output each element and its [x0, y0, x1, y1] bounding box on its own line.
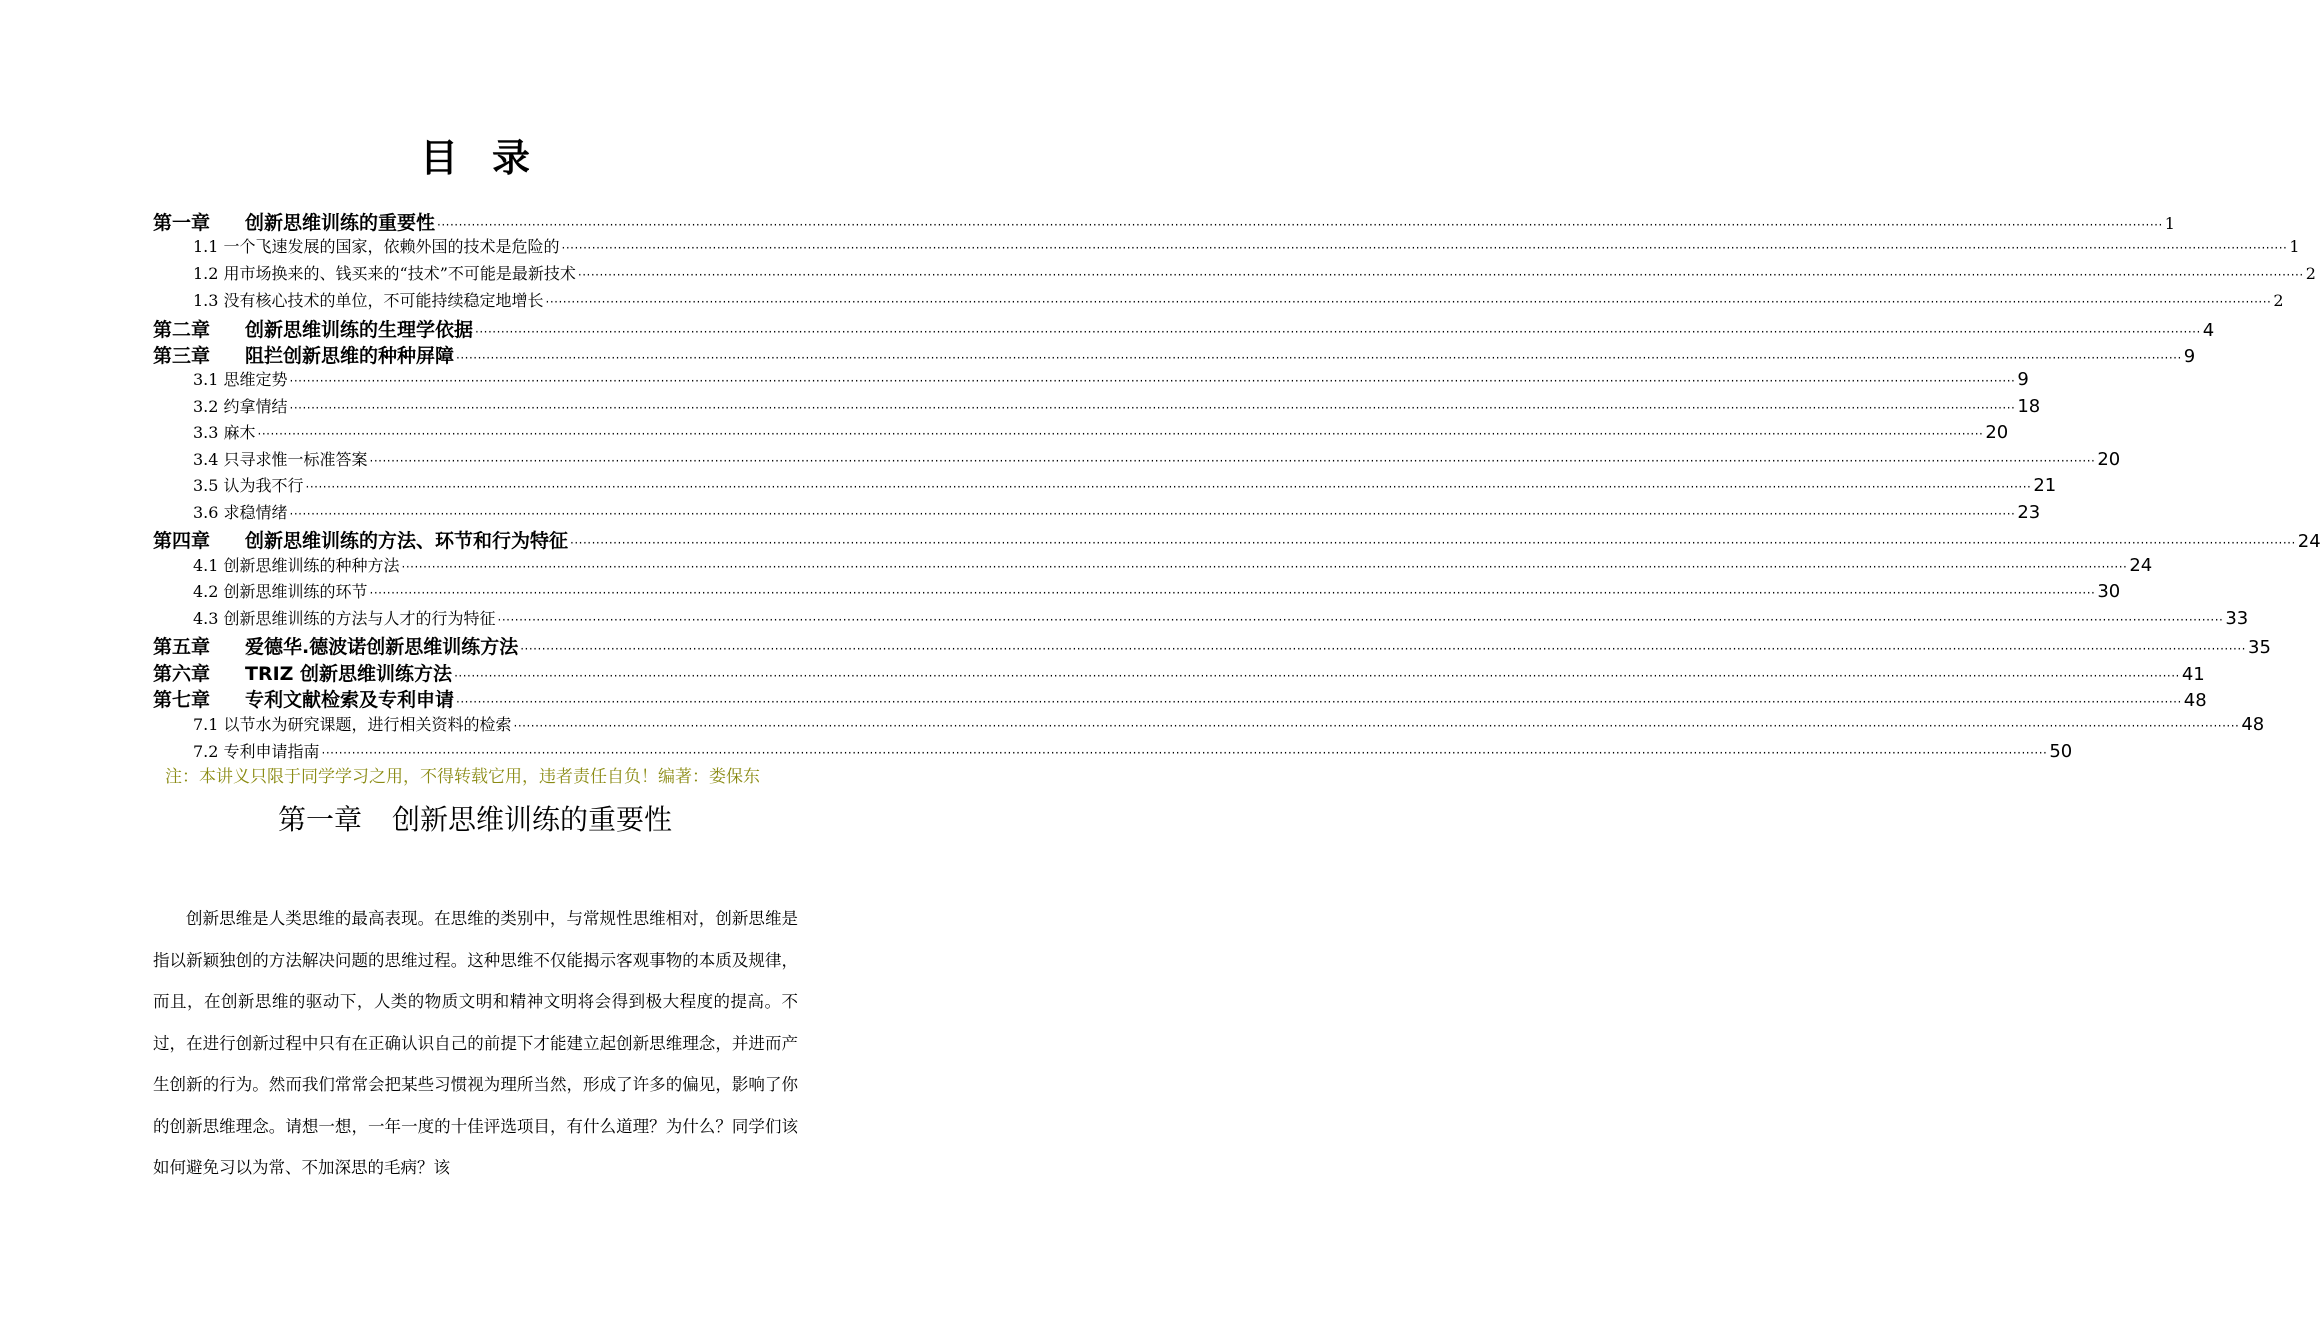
toc-page-number: 21	[2033, 475, 2057, 496]
toc-dot-leader: ················································································································································································································································································································································································································	[577, 268, 2304, 282]
toc-dot-leader: ················································································································································································································································································································································································································	[437, 218, 2163, 232]
toc-chapter-entry[interactable]	[153, 632, 2271, 658]
toc-dot-leader: ················································································································································································································································································································································································································	[497, 613, 2224, 627]
toc-entry-title: 4.3 创新思维训练的方法与人才的行为特征	[193, 609, 496, 628]
toc-dot-leader: ················································································································································································································································································································································································································	[289, 374, 2016, 388]
toc-dot-leader: ················································································································································································································································································································································································································	[456, 695, 2182, 709]
toc-section-entry[interactable]	[193, 261, 2316, 287]
toc-section-entry[interactable]	[193, 420, 2009, 446]
toc-page-number: 9	[2017, 369, 2029, 390]
toc-section-entry[interactable]	[193, 447, 2121, 473]
chapter-label: 第一章	[277, 803, 362, 836]
toc-entry-title: 4.2 创新思维训练的环节	[193, 582, 368, 601]
toc-section-entry[interactable]	[193, 500, 2041, 526]
toc-page-number: 24	[2297, 531, 2321, 552]
toc-page-number: 18	[2017, 396, 2041, 417]
toc-section-entry[interactable]	[193, 579, 2121, 605]
toc-dot-leader: ················································································································································································································································································································································································································	[456, 351, 2182, 365]
toc-entry-title: 1.2 用市场换来的、钱买来的“技术”不可能是最新技术	[193, 264, 576, 283]
toc-page-number: 35	[2248, 637, 2271, 658]
toc-page-number: 24	[2129, 555, 2153, 576]
toc-chapter-entry[interactable]	[153, 341, 2196, 367]
toc-section-entry[interactable]	[193, 473, 2057, 499]
toc-page-number: 9	[2183, 346, 2196, 367]
toc-entry-title: 3.2 约拿情结	[193, 397, 288, 416]
toc-entry-title: 专利文献检索及专利申请	[245, 689, 455, 711]
toc-chapter-entry[interactable]	[153, 659, 2205, 685]
toc-page-number: 2	[2273, 291, 2284, 310]
toc-page-number: 41	[2181, 664, 2205, 685]
toc-dot-leader: ················································································································································································································································································································································································································	[475, 325, 2201, 339]
toc-entry-title: 3.1 思维定势	[193, 370, 288, 389]
toc-dot-leader: ················································································································································································································································································································································································································	[570, 536, 2296, 550]
toc-dot-leader: ················································································································································································································································································································································································································	[369, 454, 2096, 468]
toc-section-entry[interactable]	[193, 234, 2300, 260]
toc-dot-leader: ················································································································································································································································································································································································································	[289, 401, 2016, 415]
toc-section-entry[interactable]	[193, 712, 2265, 738]
toc-chapter-label: 第一章	[153, 212, 211, 234]
toc-page-number: 20	[1985, 422, 2009, 443]
toc-section-entry[interactable]	[193, 288, 2284, 314]
toc-entry-title: 创新思维训练的重要性	[245, 212, 436, 234]
toc-entry-title: 3.3 麻木	[193, 423, 256, 442]
toc-chapter-label: 第五章	[153, 636, 211, 658]
toc-section-entry[interactable]	[193, 394, 2041, 420]
toc-entry-title: 阻拦创新思维的种种屏障	[245, 345, 455, 367]
toc-dot-leader: ················································································································································································································································································································································································································	[305, 480, 2032, 494]
toc-dot-leader: ················································································································································································································································································································································································································	[257, 427, 1984, 441]
toc-chapter-label: 第六章	[153, 663, 211, 685]
toc-page-number: 33	[2225, 608, 2249, 629]
toc-section-entry[interactable]	[193, 606, 2249, 632]
toc-entry-title: 3.5 认为我不行	[193, 476, 304, 495]
toc-entry-title: 爱德华.德波诺创新思维训练方法	[245, 636, 519, 658]
toc-page-number: 1	[2289, 237, 2300, 256]
toc-dot-leader: ················································································································································································································································································································································································································	[545, 295, 2272, 309]
toc-dot-leader: ················································································································································································································································································································································································································	[513, 719, 2240, 733]
toc-entry-title: 1.1 一个飞速发展的国家，依赖外国的技术是危险的	[193, 237, 560, 256]
toc-entry-title: 3.6 求稳情绪	[193, 503, 288, 522]
toc-section-entry[interactable]	[193, 553, 2153, 579]
toc-page-number: 48	[2183, 690, 2207, 711]
toc-page-number: 1	[2164, 214, 2175, 233]
toc-chapter-entry[interactable]	[153, 526, 2321, 552]
toc-dot-leader: ················································································································································································································································································································································································································	[454, 669, 2180, 683]
toc-entry-title: 7.2 专利申请指南	[193, 742, 320, 761]
toc-page-number: 23	[2017, 502, 2041, 523]
toc-page-number: 30	[2097, 581, 2121, 602]
toc-dot-leader: ················································································································································································································································································································································································································	[289, 507, 2016, 521]
toc-page-number: 48	[2241, 714, 2265, 735]
toc-chapter-entry[interactable]	[153, 685, 2207, 711]
chapter-title: 创新思维训练的重要性	[392, 803, 673, 836]
toc-dot-leader: ················································································································································································································································································································································································································	[369, 586, 2096, 600]
toc-chapter-label: 第七章	[153, 689, 211, 711]
toc-section-entry[interactable]	[193, 367, 2029, 393]
toc-chapter-entry[interactable]	[153, 208, 2175, 234]
toc-entry-title: 创新思维训练的方法、环节和行为特征	[245, 530, 569, 552]
copyright-note: 注：本讲义只限于同学学习之用，不得转载它用，违者责任自负！编著：娄保东	[165, 767, 760, 787]
toc-dot-leader: ················································································································································································································································································································································································································	[401, 560, 2128, 574]
chapter-heading	[0, 800, 950, 840]
toc-page-number: 20	[2097, 449, 2121, 470]
toc-entry-title: 3.4 只寻求惟一标准答案	[193, 450, 368, 469]
toc-entry-title: TRIZ 创新思维训练方法	[245, 663, 453, 685]
toc-title: 目录	[419, 136, 564, 180]
toc-chapter-label: 第二章	[153, 319, 211, 341]
toc-entry-title: 1.3 没有核心技术的单位，不可能持续稳定地增长	[193, 291, 544, 310]
toc-entry-title: 4.1 创新思维训练的种种方法	[193, 556, 400, 575]
toc-chapter-label: 第四章	[153, 530, 211, 552]
toc-dot-leader: ················································································································································································································································································································································································································	[520, 642, 2246, 656]
body-paragraph: 创新思维是人类思维的最高表现。在思维的类别中，与常规性思维相对，创新思维是指以新颖独创的方法解决问题的思维过程。这种思维不仅能揭示客观事物的本质及规律，而且，在创新思维的驱动下，人类的物质文明和精神文明将会得到极大程度的提高。不过，在进行创新过程中只有在正确认识自己的前提下才能建立起创新思维理念，并进而产生创新的行为。然而我们常常会把某些习惯视为理所当然，形成了许多的偏见，影响了你的创新思维理念。请想一想，一年一度的十佳评选项目，有什么道理？为什么？同学们该如何避免习以为常、不加深思的毛病？该	[153, 909, 798, 1177]
toc-page-number: 4	[2202, 320, 2215, 341]
toc-dot-leader: ················································································································································································································································································································································································································	[561, 241, 2288, 255]
toc-entry-title: 创新思维训练的生理学依据	[245, 319, 474, 341]
toc-dot-leader: ················································································································································································································································································································································································································	[321, 746, 2048, 760]
toc-chapter-entry[interactable]	[153, 315, 2215, 341]
toc-page-number: 50	[2049, 741, 2073, 762]
toc-page-number: 2	[2305, 264, 2316, 283]
toc-chapter-label: 第三章	[153, 345, 211, 367]
toc-entry-title: 7.1 以节水为研究课题，进行相关资料的检索	[193, 715, 512, 734]
